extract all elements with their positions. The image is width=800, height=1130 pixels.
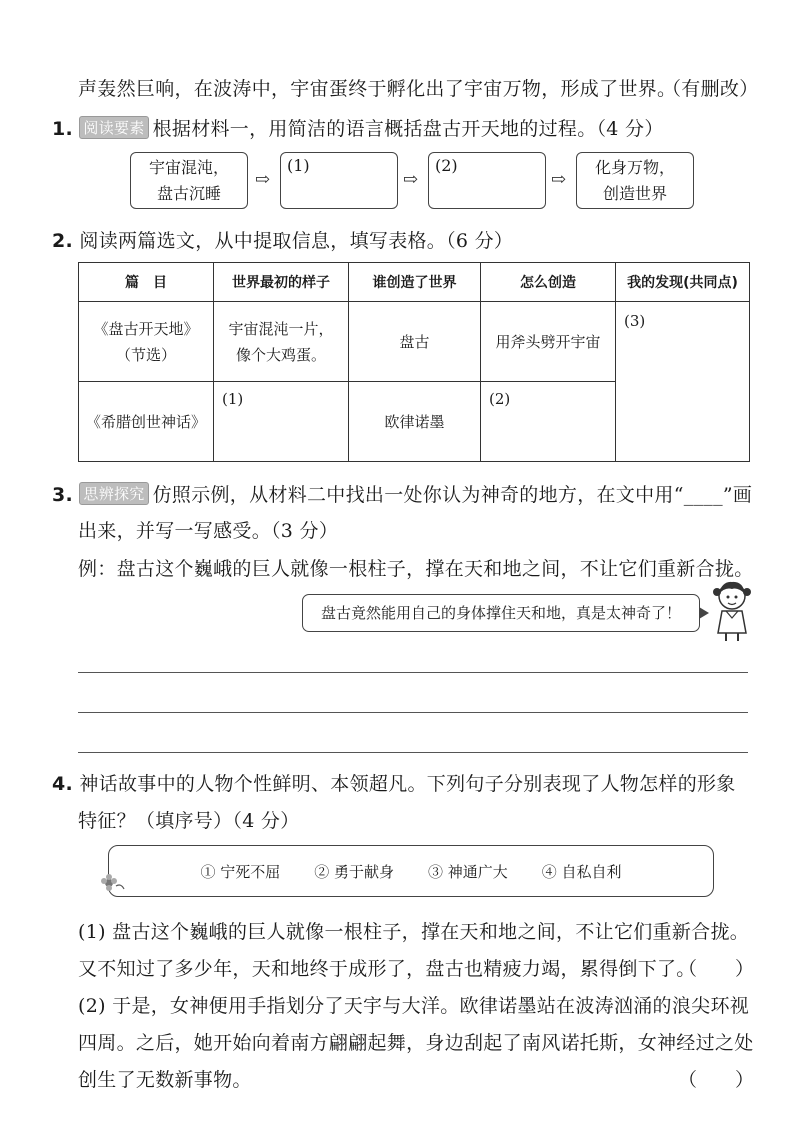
question-number: 1. bbox=[52, 118, 74, 140]
question-text: 仿照示例，从材料二中找出一处你认为神奇的地方，在文中用“____”画 bbox=[152, 484, 753, 506]
critical-thinking-tag: 思辨探究 bbox=[79, 482, 148, 505]
table-cell-how: 用斧头劈开宇宙 bbox=[481, 302, 616, 382]
question-text-cont: 出来，并写一写感受。（3 分） bbox=[78, 520, 339, 542]
question-2 bbox=[52, 226, 513, 253]
answer-parentheses[interactable]: （ ） bbox=[678, 958, 755, 980]
question-text: 阅读两篇选文，从中提取信息，填写表格。（6 分） bbox=[79, 230, 514, 252]
sentence-2: (2) 于是，女神便用手指划分了天宇与大洋。欧律诺墨站在波涛汹涌的浪尖环视 bbox=[78, 995, 750, 1017]
flow-box-text: 创造世界 bbox=[602, 184, 667, 203]
table-header: 我的发现(共同点) bbox=[616, 263, 750, 302]
question-text: 根据材料一，用简洁的语言概括盘古开天地的过程。（4 分） bbox=[152, 118, 664, 140]
example-sentence: 例：盘古这个巍峨的巨人就像一根柱子，撑在天和地之间，不让它们重新合拢。 bbox=[78, 558, 754, 580]
table-cell-creator: 盘古 bbox=[349, 302, 481, 382]
flow-box-start bbox=[130, 152, 248, 209]
flow-box-text: 宇宙混沌， bbox=[148, 158, 229, 177]
question-4 bbox=[52, 769, 736, 796]
arrow-icon: ⇨ bbox=[551, 169, 567, 190]
table-header: 世界最初的样子 bbox=[214, 263, 349, 302]
table-header-row bbox=[79, 263, 750, 302]
edit-note: （有删改） bbox=[662, 78, 759, 100]
table-header: 怎么创造 bbox=[481, 263, 616, 302]
speech-bubble-text: 盘古竟然能用自己的身体撑住天和地，真是太神奇了！ bbox=[320, 604, 681, 622]
blank-label: (1) bbox=[222, 390, 244, 408]
question-3 bbox=[52, 480, 752, 507]
answer-line[interactable] bbox=[78, 752, 748, 753]
question-number: 3. bbox=[52, 484, 74, 506]
flow-box-end bbox=[576, 152, 694, 209]
arrow-icon: ⇨ bbox=[403, 169, 419, 190]
passage-text: 声轰然巨响，在波涛中，宇宙蛋终于孵化出了宇宙万物，形成了世界。 bbox=[78, 78, 677, 100]
table-cell-how-blank[interactable] bbox=[481, 382, 616, 462]
answer-line[interactable] bbox=[78, 712, 748, 713]
table-cell-origin-blank[interactable] bbox=[214, 382, 349, 462]
flower-decoration-icon bbox=[100, 872, 126, 894]
cell-text: 《盘古开天地》 bbox=[93, 319, 199, 338]
table-cell-creator: 欧律诺墨 bbox=[349, 382, 481, 462]
table-header: 篇 目 bbox=[79, 263, 214, 302]
blank-label: (1) bbox=[287, 156, 310, 175]
speech-bubble bbox=[302, 594, 700, 632]
table-cell-origin bbox=[214, 302, 349, 382]
cell-text: 宇宙混沌一片， bbox=[228, 319, 334, 338]
table-cell-title: 《希腊创世神话》 bbox=[79, 382, 214, 462]
table-cell-finding[interactable] bbox=[616, 302, 750, 462]
blank-label: (2) bbox=[435, 156, 458, 175]
option-item: ① 宁死不屈 bbox=[200, 862, 281, 881]
table-row bbox=[79, 302, 750, 382]
sentence-2-cont: 创生了无数新事物。 bbox=[78, 1069, 252, 1091]
option-item: ② 勇于献身 bbox=[314, 862, 394, 881]
table-cell-title bbox=[79, 302, 214, 382]
options-box bbox=[108, 845, 714, 897]
blank-label: (3) bbox=[624, 312, 646, 330]
sentence-1: (1) 盘古这个巍峨的巨人就像一根柱子，撑在天和地之间，不让它们重新合拢。 bbox=[78, 921, 750, 943]
option-item: ③ 神通广大 bbox=[428, 862, 508, 881]
answer-parentheses[interactable]: （ ） bbox=[678, 1069, 755, 1091]
girl-avatar-icon bbox=[708, 578, 756, 644]
flow-box-answer-1[interactable] bbox=[280, 152, 398, 209]
table-header: 谁创造了世界 bbox=[349, 263, 481, 302]
flow-box-answer-2[interactable] bbox=[428, 152, 546, 209]
question-number: 4. bbox=[52, 773, 74, 795]
reading-element-tag: 阅读要素 bbox=[79, 116, 148, 139]
question-text-cont: 特征？（填序号）（4 分） bbox=[78, 810, 300, 832]
sentence-1-cont: 又不知过了多少年，天和地终于成形了，盘古也精疲力竭，累得倒下了。 bbox=[78, 958, 696, 980]
cell-text: 像个大鸡蛋。 bbox=[235, 345, 326, 364]
answer-line[interactable] bbox=[78, 672, 748, 673]
arrow-icon: ⇨ bbox=[255, 169, 271, 190]
passage-end-line bbox=[78, 74, 676, 101]
sentence-2-cont: 四周。之后，她开始向着南方翩翩起舞，身边刮起了南风诺托斯，女神经过之处 bbox=[78, 1032, 754, 1054]
option-item: ④ 自私自利 bbox=[541, 862, 622, 881]
info-table bbox=[78, 262, 750, 462]
question-1 bbox=[52, 114, 664, 141]
question-number: 2. bbox=[52, 230, 74, 252]
cell-text: （节选） bbox=[115, 345, 176, 364]
flow-box-text: 化身万物， bbox=[594, 158, 675, 177]
flow-box-text: 盘古沉睡 bbox=[156, 184, 221, 203]
blank-label: (2) bbox=[489, 390, 511, 408]
question-text: 神话故事中的人物个性鲜明、本领超凡。下列句子分别表现了人物怎样的形象 bbox=[79, 773, 736, 795]
